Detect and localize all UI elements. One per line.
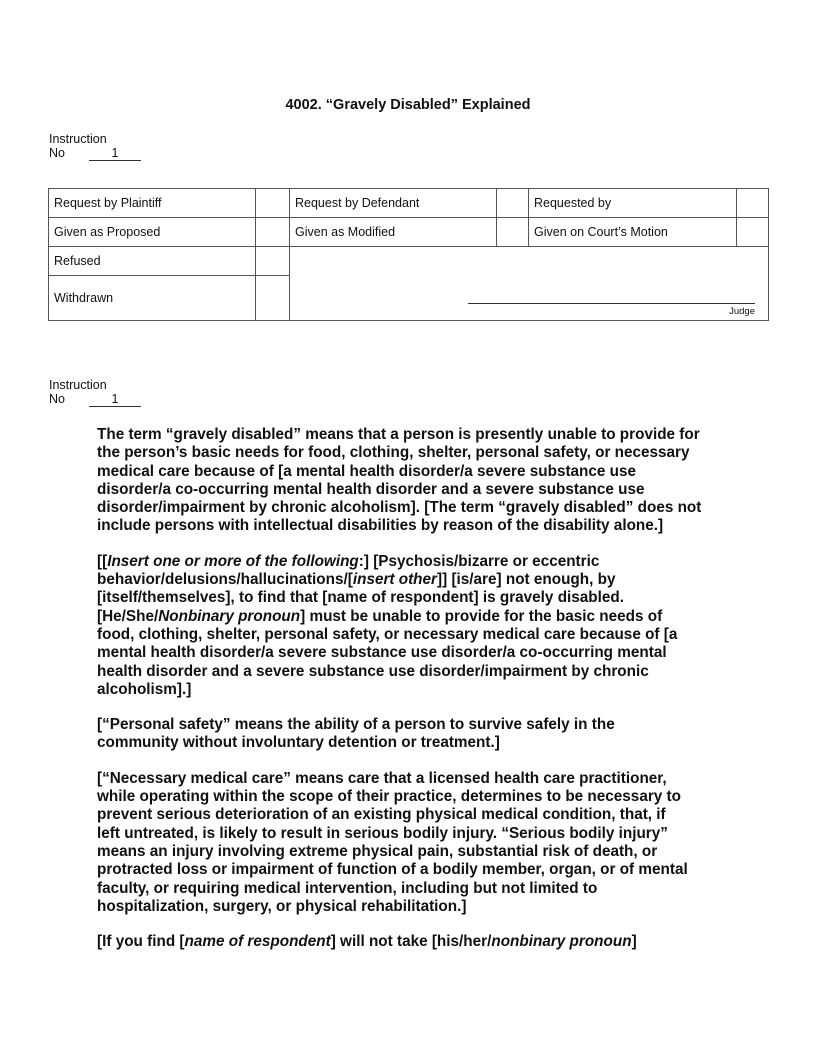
text: while operating within the scope of their practice, determines to be necessary to [97,788,681,806]
text: community without involuntary detention or treatment.] [97,734,500,752]
instruction-label: Instruction [49,378,107,392]
text-line [97,933,701,951]
text: left untreated, is likely to result in serious bodily injury. “Serious bodily injury” [97,824,668,842]
italic-text: insert other [352,571,437,589]
paragraph [97,426,701,536]
given-as-modified-checkbox[interactable] [497,218,529,247]
text-line [97,426,701,444]
no-label: No [49,146,65,160]
instruction-number-block-2 [49,378,141,407]
text: [“Personal safety” means the ability of a person to survive safely in the [97,716,615,734]
text: mental health disorder/a severe substance use disorder/a co-occurring mental [97,644,667,662]
text-line [97,481,701,499]
text: disorder/impairment by chronic alcoholism]. [The term “gravely disabled” does not [97,499,702,517]
text-line [97,681,701,699]
text-line [97,571,701,589]
requested-by-label: Requested by [529,189,737,218]
judge-signature-area [290,247,769,321]
text-line [97,517,701,535]
given-as-modified-label: Given as Modified [290,218,497,247]
withdrawn-label: Withdrawn [49,276,256,321]
text: The term “gravely disabled” means that a person is presently unable to provide for [97,426,700,443]
no-label: No [49,392,65,406]
text-line [97,608,701,626]
given-on-courts-motion-label: Given on Court’s Motion [529,218,737,247]
text: [If you find [ [97,933,185,951]
text: [[ [97,552,108,570]
text-line [97,898,701,916]
withdrawn-checkbox[interactable] [256,276,290,321]
italic-text: Insert one or more of the following [107,552,359,570]
text-line [97,770,701,788]
request-by-plaintiff-label: Request by Plaintiff [49,189,256,218]
paragraph [97,716,701,753]
instruction-number: 1 [89,393,141,407]
judge-signature-line[interactable] [468,303,755,304]
text: include persons with intellectual disabilities by reason of the disability alone.] [97,517,664,535]
text-line [97,843,701,861]
text: health disorder and a severe substance use disorder/impairment by chronic [97,662,649,680]
text-line [97,825,701,843]
text-line [97,644,701,662]
text-line [97,463,701,481]
refused-label: Refused [49,247,256,276]
italic-text: Nonbinary pronoun [158,607,301,625]
italic-text: nonbinary pronoun [491,933,632,951]
request-by-plaintiff-checkbox[interactable] [256,189,290,218]
text-line [97,861,701,879]
request-by-defendant-label: Request by Defendant [290,189,497,218]
text: ]] [is/are] not enough, by [437,571,616,589]
text-line [97,734,701,752]
italic-text: name of respondent [184,933,331,951]
text: protracted loss or impairment of function of a bodily member, organ, or of mental [97,861,688,879]
refused-checkbox[interactable] [256,247,290,276]
text-line [97,499,701,517]
instruction-number: 1 [89,147,141,161]
text: :] [Psychosis/bizarre or eccentric [358,552,600,570]
text-line [97,806,701,824]
text-line [97,880,701,898]
request-by-defendant-checkbox[interactable] [497,189,529,218]
request-status-table [48,188,769,321]
text-line [97,589,701,607]
text: the person’s basic needs for food, clothing, shelter, personal safety, or necessary [97,444,690,462]
paragraph [97,770,701,916]
text: ] will not take [his/her/ [330,933,492,951]
text: ] must be unable to provide for the basic needs of [300,607,663,625]
text: [He/She/ [97,607,159,625]
text: hospitalization, surgery, or physical rehabilitation.] [97,897,467,915]
text-line [97,788,701,806]
text-line [97,716,701,734]
text: prevent serious deterioration of an existing physical medical condition, that, if [97,806,666,824]
text-line [97,553,701,571]
instruction-body [97,426,701,968]
text-line [97,663,701,681]
given-as-proposed-label: Given as Proposed [49,218,256,247]
text: medical care because of [a mental health disorder/a severe substance use [97,462,637,480]
text-line [97,444,701,462]
instruction-label: Instruction [49,132,107,146]
judge-label: Judge [729,306,755,317]
page-title: 4002. “Gravely Disabled” Explained [285,97,531,113]
text: alcoholism].] [97,680,192,698]
text: disorder/a co-occurring mental health disorder and a severe substance use [97,480,645,498]
text: food, clothing, shelter, personal safety, or necessary medical care because of [a [97,625,678,643]
text: [“Necessary medical care” means care that a licensed health care practitioner, [97,769,667,787]
instruction-number-block [49,132,141,161]
text: means an injury involving extreme physical pain, substantial risk of death, or [97,842,658,860]
given-on-courts-motion-checkbox[interactable] [737,218,769,247]
paragraph [97,553,701,699]
text-line [97,626,701,644]
text: [itself/themselves], to find that [name of respondent] is gravely disabled. [97,589,624,607]
paragraph [97,933,701,951]
requested-by-checkbox[interactable] [737,189,769,218]
text: behavior/delusions/hallucinations/[ [97,571,353,589]
given-as-proposed-checkbox[interactable] [256,218,290,247]
text: faculty, or requiring medical intervention, including but not limited to [97,879,598,897]
text: ] [631,933,637,951]
